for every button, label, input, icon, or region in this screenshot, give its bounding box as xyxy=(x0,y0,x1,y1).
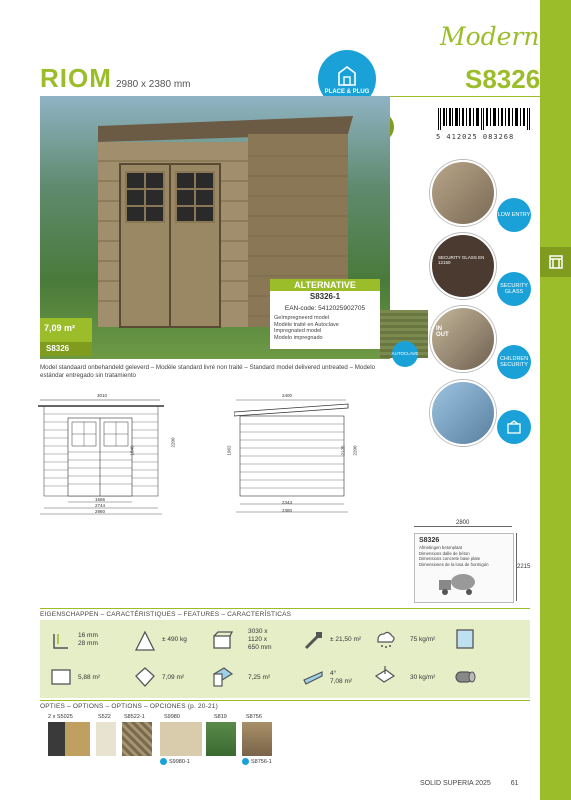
security-glass-icon: SECURITY GLASS xyxy=(497,272,531,306)
option-s8756[interactable] xyxy=(242,722,272,756)
package-icon xyxy=(212,630,234,652)
option-s819[interactable] xyxy=(206,722,236,756)
roofing-felt-icon xyxy=(454,666,476,688)
roof-load-value: 30 kg/m² xyxy=(410,674,436,681)
wall-thickness-icon xyxy=(50,630,72,652)
security-glass-photo: SECURITY GLASS EN 12150 xyxy=(430,233,496,299)
plug-icon xyxy=(334,63,360,89)
concrete-base-box: S8326 Afmetingen betonplaat Dimensions dalle de béton Dimensions concrete base plate Dimensiones de la losa de hormigón xyxy=(414,533,514,603)
concrete-width-line xyxy=(414,526,512,527)
barcode: 5 412025 083268 xyxy=(436,108,536,138)
series-title: Modern xyxy=(440,22,540,51)
package-value: 3030 x 1120 x 650 mm xyxy=(248,628,272,651)
option-s9980-1-label[interactable]: S9980-1 xyxy=(160,758,190,765)
children-security-photo: IN OUT xyxy=(430,306,496,372)
low-entry-icon: LOW ENTRY xyxy=(497,198,531,232)
weight-value: ± 490 kg xyxy=(162,636,187,643)
storage-icon xyxy=(497,410,531,444)
options-divider xyxy=(40,700,530,701)
model-code: S8326 xyxy=(465,64,541,94)
storage-photo xyxy=(430,380,496,446)
footer: SOLID SUPERIA 2025 61 xyxy=(420,780,519,787)
option-s522[interactable] xyxy=(96,722,116,756)
model-name: RIOM xyxy=(40,63,112,93)
roof-area-icon xyxy=(212,666,234,688)
features-divider xyxy=(40,608,530,609)
wall-thickness-value: 16 mm 28 mm xyxy=(78,632,98,647)
surface-area-value: 7,09 m² xyxy=(162,674,185,681)
alternative-box: ALTERNATIVE S8326-1 EAN-code: 5412025902705 Geïmpregneerd model Modèle traité en Autoclave Impregnated model Modelo impregnado xyxy=(270,279,380,349)
low-entry-photo xyxy=(430,160,496,226)
roof-load-icon xyxy=(374,666,396,688)
weight-icon xyxy=(134,630,156,652)
concrete-mixer-icon xyxy=(437,570,481,596)
paint-brush-icon xyxy=(302,630,324,652)
area-badge: 7,09 m² S8326 xyxy=(40,318,92,356)
option-s8522-1[interactable] xyxy=(122,722,152,756)
option-s8756-1-label[interactable]: S8756-1 xyxy=(242,758,272,765)
features-panel xyxy=(40,620,530,698)
paint-value: ± 21,50 m² xyxy=(330,636,362,643)
side-drawing xyxy=(234,392,354,522)
option-s5025[interactable] xyxy=(48,722,90,756)
autoclave-tag: AUTOCLAVE xyxy=(392,341,418,367)
option-s9980[interactable] xyxy=(160,722,202,756)
floor-area-icon xyxy=(50,666,72,688)
surface-area-icon xyxy=(134,666,156,688)
options-title: OPTIES – OPTIONS – OPTIONS – OPCIONES (p. 20-21) xyxy=(40,703,218,710)
snow-load-icon xyxy=(374,628,396,650)
children-security-icon: CHILDREN SECURITY xyxy=(497,345,531,379)
model-dimensions: 2980 x 2380 mm xyxy=(116,79,191,90)
delivery-caption: Model standaard onbehandeld geleverd – Modèle standard livré non traité – Standard model delivered untreated – Modelo estándar entregado sin tratamiento xyxy=(40,364,376,379)
roof-area-value: 7,25 m² xyxy=(248,674,271,681)
place-plug-badge: PLACE & PLUG xyxy=(318,50,376,108)
gazebo-icon[interactable] xyxy=(540,247,571,277)
floor-area-value: 5,88 m² xyxy=(78,674,101,681)
green-sidebar xyxy=(540,0,571,800)
roof-angle-icon xyxy=(302,666,324,688)
features-title: EIGENSCHAPPEN – CARACTÉRISTIQUES – FEATURES – CARACTERÍSTICAS xyxy=(40,611,292,618)
snow-load-value: 75 kg/m² xyxy=(410,636,436,643)
window-icon xyxy=(454,628,476,650)
roof-angle-value: 4° 7,08 m² xyxy=(330,670,353,685)
